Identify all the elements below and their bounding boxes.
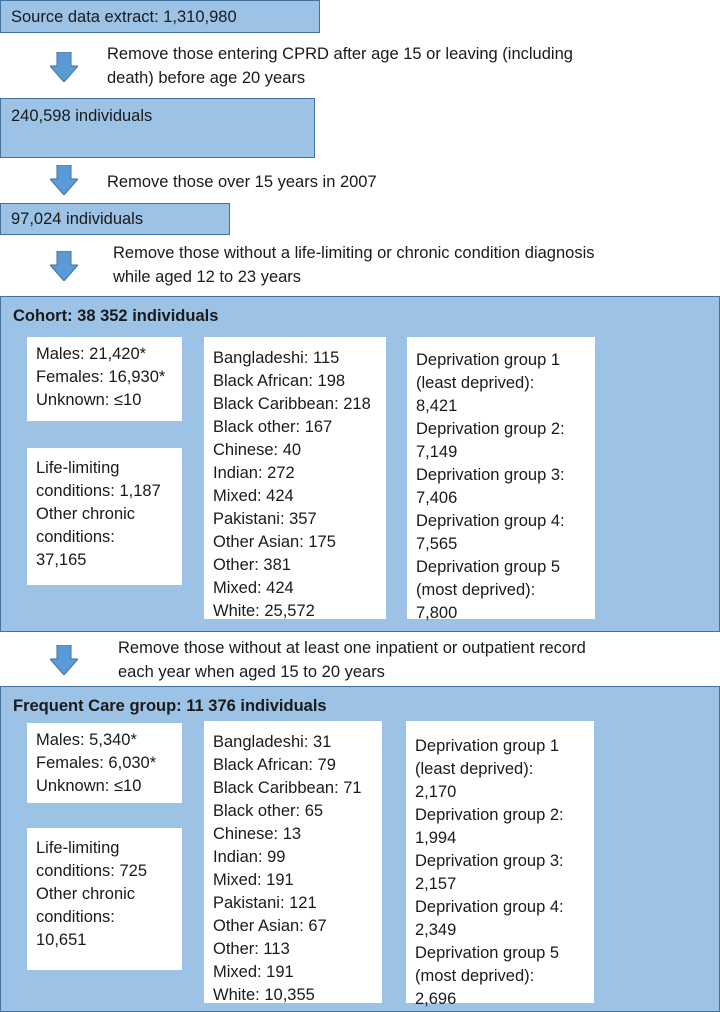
condition-line: conditions: 1,187 [36, 482, 161, 500]
step-line: Remove those over 15 years in 2007 [107, 173, 377, 191]
deprivation-line: (least deprived): [415, 760, 534, 778]
cohort-box [0, 296, 720, 632]
ethnicity-line: Indian: 99 [213, 848, 286, 866]
ethnicity-line: Other Asian: 175 [213, 533, 336, 551]
down-arrow-icon [50, 251, 78, 281]
step-remove-no-condition [113, 241, 595, 289]
condition-line: conditions: [36, 528, 115, 546]
ethnicity-line: Other: 113 [213, 940, 290, 958]
condition-line: Life-limiting [36, 459, 120, 477]
ethnicity-line: Bangladeshi: 31 [213, 733, 332, 751]
step-line: death) before age 20 years [107, 69, 306, 87]
down-arrow-icon [50, 645, 78, 675]
deprivation-line: (least deprived): [416, 374, 535, 392]
ethnicity-line: Pakistani: 121 [213, 894, 317, 912]
deprivation-line: Deprivation group 1 [416, 351, 561, 369]
cohort-deprivation-box [407, 337, 595, 622]
individuals-box-240598 [0, 98, 315, 158]
condition-line: conditions: 725 [36, 862, 147, 880]
cohort-sex-box [27, 337, 182, 421]
deprivation-line: 1,994 [415, 829, 457, 847]
ethnicity-line: Black Caribbean: 71 [213, 779, 362, 797]
sex-line: Males: 5,340* [36, 731, 137, 749]
ethnicity-line: Chinese: 13 [213, 825, 302, 843]
deprivation-line: 7,149 [416, 443, 458, 461]
cohort-conditions-box [27, 448, 182, 585]
step-remove-no-record [118, 636, 586, 684]
ethnicity-line: Mixed: 424 [213, 487, 294, 505]
cohort-title: Cohort: 38 352 individuals [13, 307, 219, 325]
deprivation-line: 7,406 [416, 489, 458, 507]
deprivation-line: Deprivation group 2: [416, 420, 565, 438]
ethnicity-line: White: 25,572 [213, 602, 315, 620]
deprivation-line: 2,157 [415, 875, 457, 893]
ethnicity-line: Pakistani: 357 [213, 510, 317, 528]
ethnicity-line: Black other: 65 [213, 802, 324, 820]
deprivation-line: Deprivation group 5 [416, 558, 561, 576]
step-line: Remove those entering CPRD after age 15 or leaving (including [107, 45, 573, 63]
deprivation-line: (most deprived): [416, 581, 536, 599]
step-line: each year when aged 15 to 20 years [118, 663, 385, 681]
ethnicity-line: Black African: 198 [213, 372, 346, 390]
ethnicity-line: Indian: 272 [213, 464, 295, 482]
ethnicity-line: Black other: 167 [213, 418, 333, 436]
condition-line: Life-limiting [36, 839, 120, 857]
deprivation-line: 2,696 [415, 990, 457, 1008]
source-box [0, 0, 320, 33]
frequent-care-title: Frequent Care group: 11 376 individuals [13, 697, 327, 715]
frequent-conditions-box [27, 828, 182, 970]
deprivation-line: Deprivation group 4: [416, 512, 565, 530]
source-text: Source data extract: 1,310,980 [11, 8, 237, 26]
deprivation-line: 7,565 [416, 535, 458, 553]
frequent-care-box [0, 686, 720, 1012]
ethnicity-line: Mixed: 424 [213, 579, 294, 597]
sex-line: Unknown: ≤10 [36, 391, 142, 409]
deprivation-line: Deprivation group 5 [415, 944, 560, 962]
ethnicity-line: Bangladeshi: 115 [213, 349, 340, 367]
ethnicity-line: Mixed: 191 [213, 871, 294, 889]
sex-line: Females: 6,030* [36, 754, 157, 772]
step-remove-over-15 [107, 170, 377, 194]
sex-line: Females: 16,930* [36, 368, 166, 386]
condition-line: conditions: [36, 908, 115, 926]
ethnicity-line: Black Caribbean: 218 [213, 395, 371, 413]
deprivation-line: Deprivation group 3: [415, 852, 564, 870]
frequent-deprivation-box [406, 721, 594, 1008]
step-line: Remove those without at least one inpatient or outpatient record [118, 639, 586, 657]
deprivation-line: 2,349 [415, 921, 457, 939]
condition-line: Other chronic [36, 505, 136, 523]
ethnicity-line: Mixed: 191 [213, 963, 294, 981]
condition-line: Other chronic [36, 885, 136, 903]
deprivation-line: Deprivation group 3: [416, 466, 565, 484]
deprivation-line: Deprivation group 2: [415, 806, 564, 824]
deprivation-line: 7,800 [416, 604, 458, 622]
cohort-ethnicity-box [204, 337, 386, 619]
condition-line: 10,651 [36, 931, 87, 949]
deprivation-line: Deprivation group 4: [415, 898, 564, 916]
individuals-box-97024 [0, 203, 230, 235]
deprivation-line: 2,170 [415, 783, 457, 801]
deprivation-line: 8,421 [416, 397, 458, 415]
ethnicity-line: Other Asian: 67 [213, 917, 327, 935]
sex-line: Males: 21,420* [36, 345, 147, 363]
frequent-sex-box [27, 723, 182, 803]
frequent-ethnicity-box [204, 721, 382, 1003]
ethnicity-line: Chinese: 40 [213, 441, 302, 459]
down-arrow-icon [50, 52, 78, 82]
individuals-text: 240,598 individuals [11, 107, 153, 125]
step-remove-cprd [107, 42, 573, 90]
down-arrow-icon [50, 165, 78, 195]
deprivation-line: (most deprived): [415, 967, 535, 985]
step-line: while aged 12 to 23 years [113, 268, 302, 286]
step-line: Remove those without a life-limiting or chronic condition diagnosis [113, 244, 595, 262]
ethnicity-line: Other: 381 [213, 556, 291, 574]
individuals-text: 97,024 individuals [11, 210, 144, 228]
deprivation-line: Deprivation group 1 [415, 737, 560, 755]
ethnicity-line: Black African: 79 [213, 756, 336, 774]
condition-line: 37,165 [36, 551, 87, 569]
ethnicity-line: White: 10,355 [213, 986, 315, 1004]
sex-line: Unknown: ≤10 [36, 777, 142, 795]
